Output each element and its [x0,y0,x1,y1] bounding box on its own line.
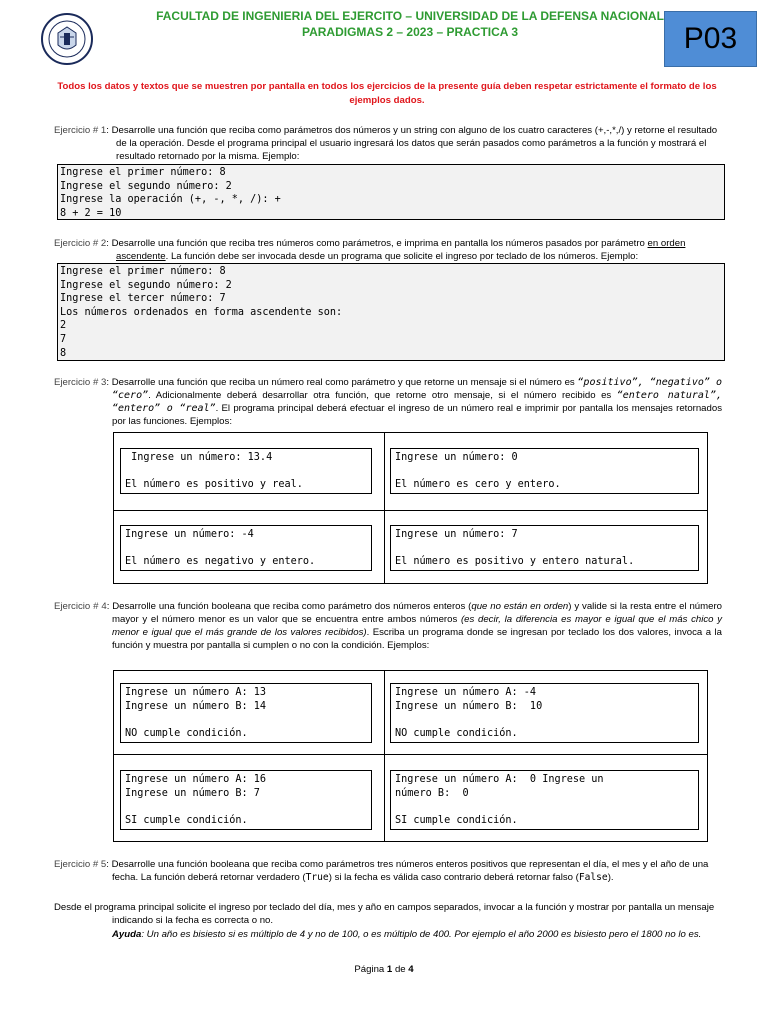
exercise-1-text: Desarrolle una función que reciba como parámetros dos números y un string con alguno de los cuatro caracteres (+,-,*,/) y retorne el resultado de la operación. Desde el programa principal el usuario ingresará los datos que serán pasados como parámetros a la función y mostrará el resultado retornado por la misma. Ejemplo: [111,125,718,162]
console-line: El número es cero y entero. [395,479,561,491]
exercise-3-example [390,525,699,571]
exercise-3-example [120,525,372,571]
page-total: 4 [408,964,414,975]
university-seal-logo [41,13,93,65]
exercise-1-console [57,164,725,220]
false-keyword: False [578,872,608,883]
console-line: NO cumple condición. [125,727,248,739]
exercise-4-italic-2: (es decir, la diferencia es mayor e igual que el más chico y menor e igual que el más grande de los valores recibidos) [112,614,722,638]
console-line: Ingrese un número A: -4 [395,687,537,698]
exercise-3-statement: Ejercicio # 3: Desarrolle una función que reciba un número real como parámetro y que retorne un mensaje si el número es “positivo”, “negativo” o “cero”. Adicionalmente deberá desarrollar otra función, que retorne otro mensaje, si el número recibido es “entero natural”, “entero” o “real”. El programa principal deberá efectuar el ingreso de un número real e imprimir por pantalla los mensajes retornados por las funciones. Ejemplos: [54,377,722,427]
exercise-5-help [112,928,724,941]
exercise-3-label: Ejercicio # 3 [54,377,107,388]
console-line: Ingrese el primer número: 8 [60,266,226,277]
exercise-3-example [120,448,372,494]
exercise-4-example [390,770,699,830]
exercise-4-text-1: Desarrolle una función booleana que reciba como parámetro dos números enteros ( [112,601,472,612]
console-line: Ingrese un número B: 10 [395,700,543,712]
exercise-3-code-2: “entero natural”, “entero” o “real” [112,390,722,414]
console-line: Ingrese un número: 13.4 [125,452,273,463]
format-warning: Todos los datos y textos que se muestren por pantalla en todos los ejercicios de la presente guía deben respetar estrictamente el formato de los ejemplos dados. [57,81,717,106]
exercise-2-underlined: en orden ascendente [116,238,686,262]
help-text: : Un año es bisiesto si es múltiplo de 4 y no de 100, o es múltiplo de 400. Por ejemplo el año 2000 es bisiesto pero el 1800 no lo es. [141,929,702,940]
console-line: Ingrese un número: -4 [125,529,254,540]
exercise-4-label: Ejercicio # 4 [54,601,107,612]
console-line: Ingrese un número: 7 [395,529,518,540]
of-word: de [394,964,406,975]
exercise-2-console [57,263,725,361]
exercise-4-examples-grid [113,670,708,842]
console-line: Ingrese un número B: 14 [125,700,267,712]
exercise-3-text-2: . Adicionalmente deberá desarrollar otra función, que retorne otro mensaje, si el número recibido es [148,390,617,401]
exercise-3-text-1: Desarrolle una función que reciba un número real como parámetro y que retorne un mensaje si el número es [111,377,578,388]
exercise-5-paragraph-2: Desde el programa principal solicite el ingreso por teclado del día, mes y año en campos separados, invocar a la función y mostrar por pantalla un mensaje indicando si la fecha es correcta o no. [54,902,715,926]
header-faculty: FACULTAD DE INGENIERIA DEL EJERCITO – UNIVERSIDAD DE LA DEFENSA NACIONAL [156,9,664,23]
console-line: Ingrese el segundo número: 2 [60,279,232,291]
exercise-4-text-3: . Escriba un programa donde se ingresan por teclado los dos valores, invoca a la función y muestra por pantalla si cumplen o no con la condición. Ejemplos: [112,627,722,651]
console-line: NO cumple condición. [395,727,518,739]
console-line: El número es positivo y real. [125,479,303,491]
console-line: Ingrese el segundo número: 2 [60,180,232,192]
console-line: Ingrese la operación (+, -, *, /): + [60,194,281,206]
help-label: Ayuda [112,929,142,940]
console-line: Los números ordenados en forma ascendente son: [60,306,343,318]
console-line: SI cumple condición. [395,814,518,826]
exercise-1-label: Ejercicio # 1 [54,125,107,136]
console-line: 7 [60,333,67,345]
console-line: El número es negativo y entero. [125,556,316,568]
exercise-4-example [390,683,699,743]
exercise-2-label: Ejercicio # 2 [54,238,107,249]
console-line: Ingrese un número A: 0 Ingrese un [395,774,604,785]
exercise-5-label: Ejercicio # 5 [54,859,107,870]
exercise-5-text-3: ). [607,872,614,883]
page-word: Página [354,964,385,975]
console-line: Ingrese un número A: 13 [125,687,267,698]
exercise-3-code-1: “positivo”, “negativo” o “cero” [112,377,722,401]
console-line: 8 + 2 = 10 [60,207,122,219]
page-number: 1 [386,964,393,975]
exercise-5-text-1: Desarrolle una función booleana que reciba como parámetros tres números enteros positivos que representan el día, el mes y el año de una fecha. La función deberá retornar verdadero ( [111,859,709,883]
console-line: Ingrese un número: 0 [395,452,518,463]
console-line: Ingrese el primer número: 8 [60,167,226,178]
practice-badge: P03 [664,11,757,67]
console-line: SI cumple condición. [125,814,248,826]
console-line: número B: 0 [395,787,469,799]
exercise-4-text-2: ) y valide si la resta entre el número mayor y el número menor es un valor que se encuentra entre ambos números [112,601,722,625]
exercise-2-statement: Ejercicio # 2: Desarrolle una función que reciba tres números como parámetros, e imprima en pantalla los números pasados por parámetro en orden ascendente. La función debe ser invocada desde un programa que solicite el ingreso por teclado de los números. Ejemplo: [54,238,686,262]
true-keyword: True [305,872,329,883]
exercise-3-text-3: . El programa principal deberá efectuar el ingreso de un número real e imprimir por pantalla los mensajes retornados por las funciones. Ejemplos: [112,403,722,427]
exercise-4-italic-1: que no están en orden [471,601,569,612]
exercise-5-text-2: ) si la fecha es válida caso contrario deberá retornar falso ( [328,872,579,883]
console-line: Ingrese un número A: 16 [125,774,267,785]
exercise-4-example [120,770,372,830]
header-course: PARADIGMAS 2 – 2023 – PRACTICA 3 [301,25,519,39]
console-line: Ingrese un número B: 7 [125,787,260,799]
console-line: 2 [60,320,67,332]
exercise-1-statement: Ejercicio # 1: Desarrolle una función que reciba como parámetros dos números y un string con alguno de los cuatro caracteres (+,-,*,/) y retorne el resultado de la operación. Desde el programa principal el usuario ingresará los datos que serán pasados como parámetros a la función y mostrará el resultado retornado por la misma. Ejemplo: [54,125,718,162]
exercise-4-example [120,683,372,743]
exercise-5-statement: Ejercicio # 5: Desarrolle una función booleana que reciba como parámetros tres números enteros positivos que representan el día, el mes y el año de una fecha. La función deberá retornar verdadero (True) si la fecha es válida caso contrario deberá retornar falso (False). [54,859,709,883]
console-line: El número es positivo y entero natural. [395,556,635,568]
console-line: Ingrese el tercer número: 7 [60,293,226,305]
page-footer [0,964,768,975]
console-line: 8 [60,347,67,359]
exercise-4-statement: Ejercicio # 4: Desarrolle una función booleana que reciba como parámetro dos números enteros (que no están en orden) y valide si la resta entre el número mayor y el número menor es un valor que se encuentra entre ambos números (es decir, la diferencia es mayor e igual que el más chico y menor e igual que el más grande de los valores recibidos). Escriba un programa donde se ingresan por teclado los dos valores, invoca a la función y muestra por pantalla si cumplen o no con la condición. Ejemplos: [54,601,722,651]
exercise-3-example [390,448,699,494]
exercise-2-text-b: . La función debe ser invocada desde un programa que solicite el ingreso por teclado de los números. Ejemplo: [165,251,639,262]
exercise-2-text-a: Desarrolle una función que reciba tres números como parámetros, e imprima en pantalla los números pasados por parámetro [111,238,648,249]
exercise-3-examples-grid [113,432,708,584]
